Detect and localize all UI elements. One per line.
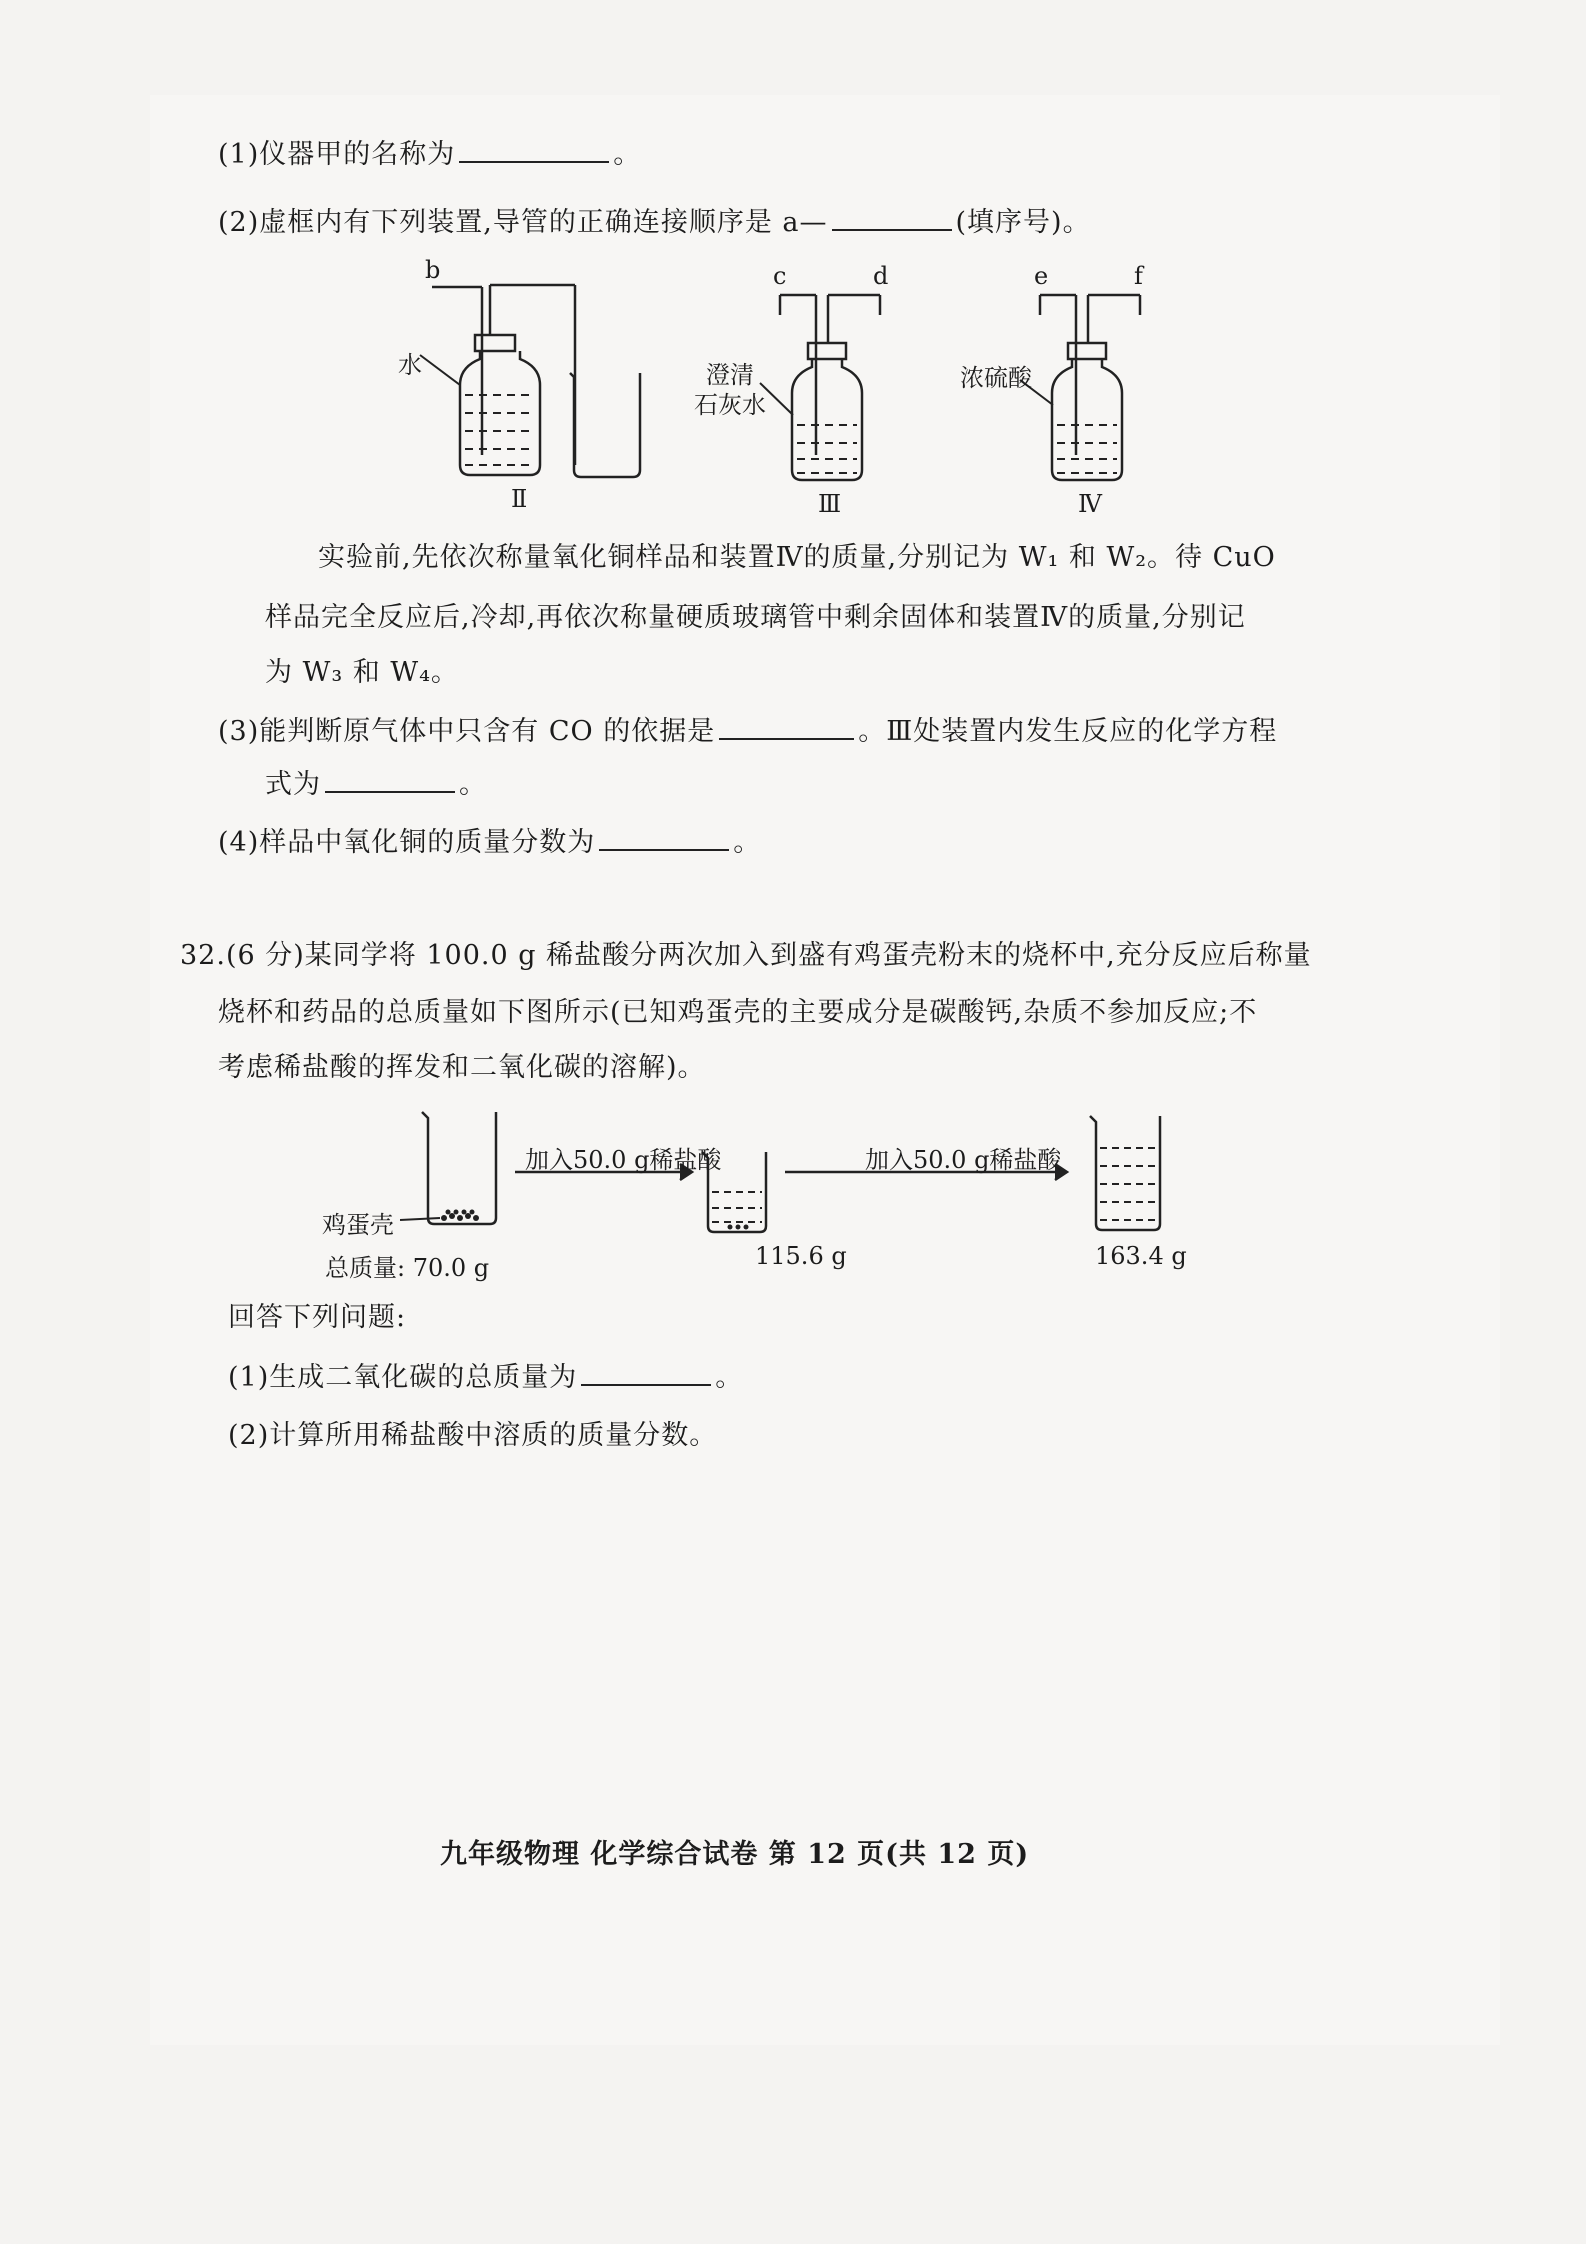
total-mass-label: 总质量: 70.0 g: [325, 1254, 490, 1282]
mass2-label: 115.6 g: [755, 1242, 847, 1270]
liquid-label-sulfuric-acid: 浓硫酸: [960, 364, 1032, 392]
beaker-sequence-diagram: [400, 1100, 1220, 1240]
q32-stem-line1: 32.(6 分)某同学将 100.0 g 稀盐酸分两次加入到盛有鸡蛋壳粉末的烧杯中,充分反应后称量: [180, 940, 1312, 971]
numeral-iii: Ⅲ: [818, 490, 842, 518]
q31-part2-text: (2)虚框内有下列装置,导管的正确连接顺序是 a—: [218, 207, 828, 238]
answer-blank: [325, 765, 455, 793]
arrow1-label: 加入50.0 g稀盐酸: [525, 1146, 722, 1174]
q31-part4: (4)样品中氧化铜的质量分数为 。: [218, 823, 761, 861]
tube-label-e: e: [1034, 262, 1049, 290]
q31-part3-line2: 式为 。: [265, 765, 487, 803]
q31-part3: (3)能判断原气体中只含有 CO 的依据是 。Ⅲ处装置内发生反应的化学方程: [218, 712, 1277, 750]
liquid-label-limewater-1: 澄清: [706, 361, 754, 389]
apparatus-iii: [760, 295, 880, 480]
answer-blank: [832, 203, 952, 231]
q31-part1-text: (1)仪器甲的名称为: [218, 139, 456, 170]
answer-blank: [599, 823, 729, 851]
arrow2-label: 加入50.0 g稀盐酸: [865, 1146, 1062, 1174]
q31-part1: (1)仪器甲的名称为 。: [218, 135, 641, 173]
eggshell-label: 鸡蛋壳: [322, 1211, 394, 1239]
q32-part1: (1)生成二氧化碳的总质量为 。: [228, 1358, 743, 1396]
q31-paragraph-line1: 实验前,先依次称量氧化铜样品和装置Ⅳ的质量,分别记为 W₁ 和 W₂。待 CuO: [318, 542, 1276, 573]
numeral-ii: Ⅱ: [511, 485, 528, 513]
beaker-1: [422, 1112, 496, 1224]
q31-part2: (2)虚框内有下列装置,导管的正确连接顺序是 a— (填序号)。: [218, 203, 1091, 241]
answer-blank: [581, 1358, 711, 1386]
page-footer: 九年级物理 化学综合试卷 第 12 页(共 12 页): [440, 1839, 1030, 1870]
q32-part2: (2)计算所用稀盐酸中溶质的质量分数。: [228, 1420, 718, 1451]
q32-stem-line2: 烧杯和药品的总质量如下图所示(已知鸡蛋壳的主要成分是碳酸钙,杂质不参加反应;不: [218, 997, 1258, 1028]
tube-label-c: c: [773, 262, 787, 290]
tube-label-b: b: [425, 256, 441, 284]
tube-label-d: d: [873, 262, 889, 290]
numeral-iv: Ⅳ: [1078, 490, 1102, 518]
mass3-label: 163.4 g: [1095, 1242, 1187, 1270]
apparatus-diagram: [380, 255, 1200, 525]
q31-paragraph-line2: 样品完全反应后,冷却,再依次称量硬质玻璃管中剩余固体和装置Ⅳ的质量,分别记: [265, 602, 1246, 633]
answer-blank: [459, 135, 609, 163]
liquid-label-limewater-2: 石灰水: [694, 391, 766, 419]
apparatus-iv: [1020, 295, 1140, 480]
q31-paragraph-line3: 为 W₃ 和 W₄。: [265, 657, 459, 688]
q32-stem-line3: 考虑稀盐酸的挥发和二氧化碳的溶解)。: [218, 1052, 706, 1083]
q32-answer-intro: 回答下列问题:: [228, 1302, 407, 1333]
beaker-3: [1090, 1116, 1160, 1230]
answer-blank: [719, 712, 854, 740]
tube-label-f: f: [1134, 262, 1143, 290]
apparatus-ii: [420, 285, 640, 477]
liquid-label-water: 水: [398, 351, 422, 379]
